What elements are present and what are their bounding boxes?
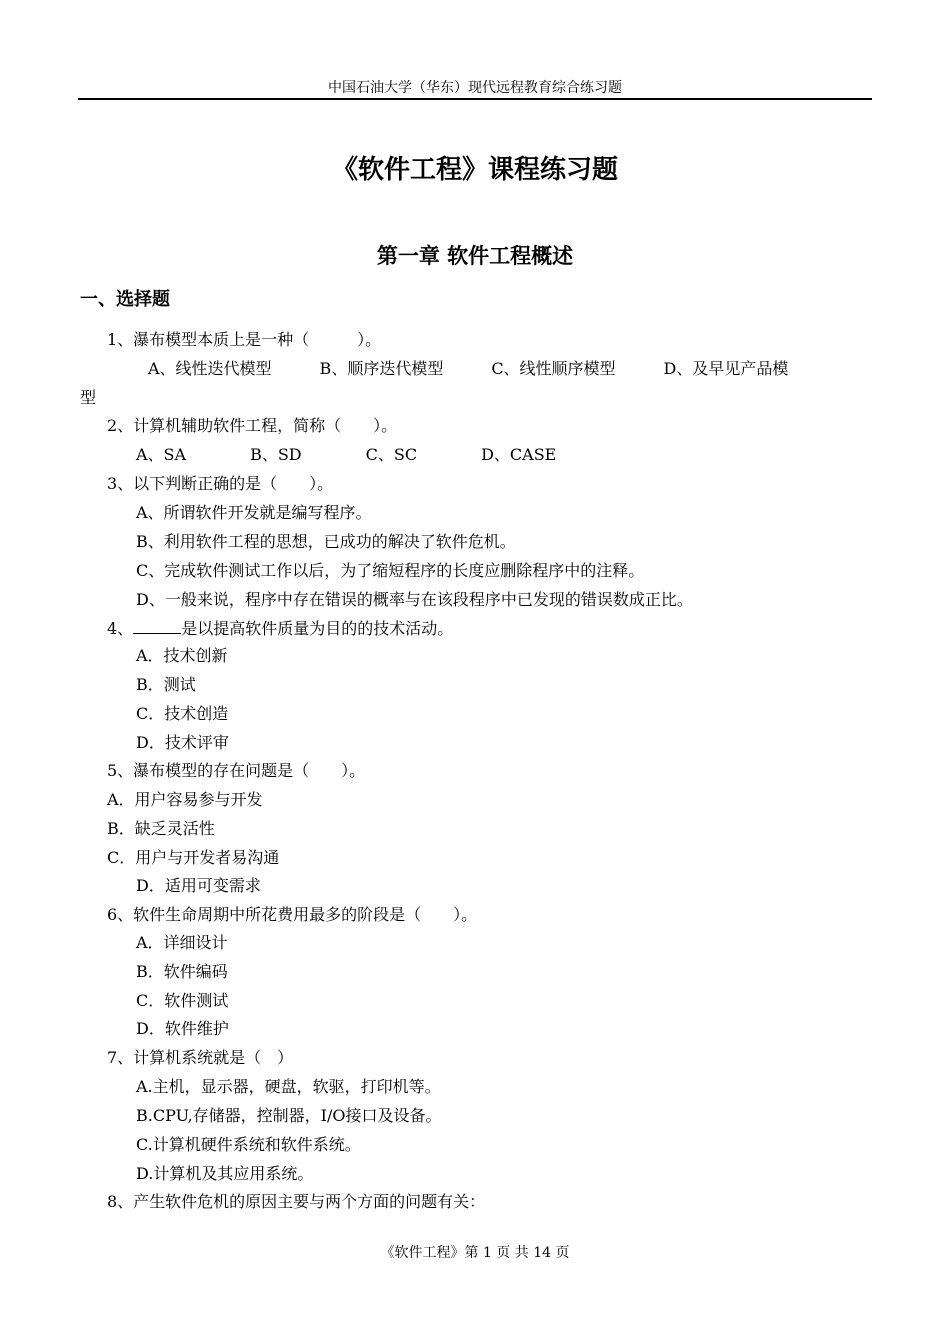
question-4-option-b: B．测试 (136, 675, 196, 694)
section-title: 一、选择题 (80, 289, 170, 310)
question-5-option-a: A．用户容易参与开发 (107, 790, 263, 809)
question-7-option-d: D.计算机及其应用系统。 (136, 1164, 314, 1183)
question-3-option-d: D、一般来说，程序中存在错误的概率与在该段程序中已发现的错误数成正比。 (136, 590, 693, 609)
question-5-option-b: B．缺乏灵活性 (107, 819, 215, 838)
fill-in-blank (133, 617, 181, 634)
question-4-option-d: D．技术评审 (136, 733, 229, 752)
chapter-title: 第一章 软件工程概述 (376, 244, 574, 268)
question-7-option-c: C.计算机硬件系统和软件系统。 (136, 1135, 361, 1154)
question-4-text: 是以提高软件质量为目的的技术活动。 (181, 619, 454, 638)
question-8-stem: 8、产生软件危机的原因主要与两个方面的问题有关： (107, 1192, 486, 1211)
question-4-number: 4、 (107, 619, 134, 638)
question-6-stem: 6、软件生命周期中所花费用最多的阶段是（ ）。 (107, 905, 478, 924)
question-5-option-d: D．适用可变需求 (136, 876, 261, 895)
page-header: 中国石油大学（华东）现代远程教育综合练习题 (328, 80, 622, 96)
question-5-stem: 5、瀑布模型的存在问题是（ ）。 (107, 761, 366, 780)
question-5-option-c: C．用户与开发者易沟通 (107, 848, 280, 867)
question-1-options-wrap: 型 (80, 388, 97, 407)
question-4-stem (107, 617, 453, 640)
question-6-option-b: B．软件编码 (136, 962, 228, 981)
question-7-option-a: A.主机，显示器，硬盘，软驱，打印机等。 (136, 1077, 441, 1096)
question-3-option-c: C、完成软件测试工作以后，为了缩短程序的长度应删除程序中的注释。 (136, 561, 645, 580)
question-2-options: A、SA B、SD C、SC D、CASE (136, 445, 557, 464)
question-6-option-d: D．软件维护 (136, 1019, 229, 1038)
question-6-option-a: A．详细设计 (136, 933, 228, 952)
question-2-stem: 2、计算机辅助软件工程，简称（ ）。 (107, 416, 398, 435)
question-1-stem: 1、瀑布模型本质上是一种（ ）。 (107, 330, 382, 349)
question-4-option-a: A．技术创新 (136, 646, 228, 665)
question-7-stem: 7、计算机系统就是（ ） (107, 1048, 294, 1067)
question-3-option-a: A、所谓软件开发就是编写程序。 (136, 503, 372, 522)
question-4-option-c: C．技术创造 (136, 704, 229, 723)
header-rule (78, 98, 872, 100)
question-7-option-b: B.CPU,存储器，控制器，I/O接口及设备。 (136, 1106, 442, 1125)
question-3-stem: 3、以下判断正确的是（ ）。 (107, 474, 334, 493)
question-1-options: A、线性迭代模型 B、顺序迭代模型 C、线性顺序模型 D、及早见产品模 (148, 359, 789, 378)
document-title: 《软件工程》课程练习题 (331, 155, 618, 185)
question-3-option-b: B、利用软件工程的思想，已成功的解决了软件危机。 (136, 532, 516, 551)
question-6-option-c: C．软件测试 (136, 991, 229, 1010)
page-footer: 《软件工程》第 1 页 共 14 页 (380, 1245, 570, 1261)
